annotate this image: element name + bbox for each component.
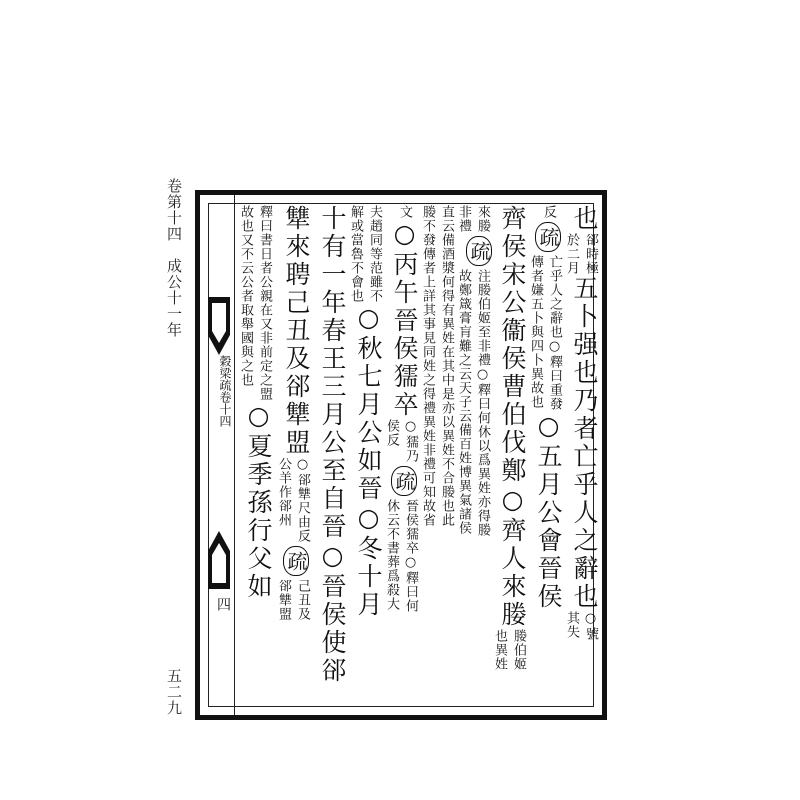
annotation-line: 媵伯姬 (511, 629, 526, 671)
annotation-line: 侯反 (384, 419, 399, 447)
main-text: ○丙午晉侯獳卒 (390, 219, 419, 419)
annotation-line: 反 (541, 205, 556, 219)
main-text: 犨來聘己丑及郤犨盟 (282, 205, 311, 457)
annotation (456, 205, 492, 233)
annotation-line: 文 (397, 205, 412, 219)
annotation-line: 非禮 (456, 205, 471, 233)
banxin (206, 195, 235, 715)
annotation (420, 205, 456, 527)
text-column (420, 205, 456, 705)
shu-marker: 疏 (391, 466, 417, 496)
annotation (384, 499, 420, 613)
text-column (348, 205, 384, 705)
annotation-line: 故鄭箴膏肓難之云天子云備百姓博異氣諸侯 (456, 269, 471, 535)
annotation (564, 233, 600, 275)
banxin-title: 穀梁疏卷十四 (218, 355, 232, 427)
annotation-line: ○號 (583, 611, 598, 641)
page-number: 五二九 (165, 668, 183, 716)
main-text: 齊侯宋公衞侯曹伯伐鄭○齊人來媵 (498, 205, 527, 629)
annotation-line: 也異姓 (492, 629, 507, 671)
fishtail-mark-bottom (206, 531, 232, 589)
annotation-line: 休云不書葬爲殺大 (384, 499, 399, 611)
shu-marker: 疏 (283, 546, 309, 576)
annotation (276, 579, 312, 621)
text-column (456, 205, 492, 705)
annotation-line: 郤犨盟 (276, 579, 291, 621)
annotation (238, 205, 274, 401)
page-frame (195, 190, 607, 720)
annotation-line: 郤時極 (583, 233, 598, 275)
fishtail-mark-top (206, 297, 232, 355)
banxin-number: 四 (215, 597, 231, 611)
text-column (492, 205, 528, 705)
annotation (384, 419, 420, 463)
annotation-line: 故也又不云公者取舉國與之也 (238, 205, 253, 387)
annotation (528, 255, 564, 411)
annotation-line: 解或當魯不會也 (348, 205, 363, 303)
annotation-line: 己丑及 (295, 579, 310, 621)
annotation (348, 205, 384, 303)
annotation-line: ○郤犨尺由反 (295, 457, 310, 543)
text-column (384, 205, 420, 705)
text-column (564, 205, 600, 705)
annotation-line: 公羊作郤州 (276, 457, 291, 527)
annotation-line: 於二月 (564, 233, 579, 275)
annotation-line: 媵不發傳者上詳其事見同姓之得禮異姓非禮可知故省 (420, 205, 435, 527)
annotation-line: 晉侯獳卒○釋曰何 (403, 499, 418, 613)
main-text: 十有一年春王三月公至自晉○晉侯使郤 (318, 205, 347, 685)
main-text: 也 (570, 205, 599, 233)
annotation-line: 釋曰書日者公親在又非前定之盟 (257, 205, 272, 401)
annotation-line: 傳者嫌五卜與四卜異故也 (528, 255, 543, 409)
annotation (492, 629, 528, 671)
shu-marker: 疏 (535, 222, 561, 252)
text-column (312, 205, 348, 705)
main-text: ○夏季孫行父如 (244, 401, 273, 601)
main-text: ○秋七月公如晉○冬十月 (354, 303, 383, 619)
text-column (238, 205, 274, 705)
annotation-line: 直云備酒漿何得有異姓在其中是亦以異姓不合媵也此 (439, 205, 454, 527)
annotation-line: 注媵伯姬至非禮○釋曰何休以爲異姓亦得媵 (475, 269, 490, 537)
annotation-line: ○獳乃 (403, 419, 418, 463)
text-column (276, 205, 312, 705)
shu-marker: 疏 (466, 236, 492, 266)
text-column (528, 205, 564, 705)
annotation-line: 其失 (564, 611, 579, 639)
annotation (276, 457, 312, 543)
margin-juan-label: 卷第十四 成公十一年 (165, 178, 183, 338)
main-text: 五卜强也乃者亡乎人之辭也 (570, 275, 599, 611)
annotation-line: 來媵 (475, 205, 490, 233)
annotation (564, 611, 600, 641)
main-text: ○五月公會晉侯 (534, 411, 563, 611)
annotation (456, 269, 492, 537)
annotation-line: 亡乎人之辭也○釋曰重發 (547, 255, 562, 411)
annotation-line: 夫趙同等范雖不 (367, 205, 382, 303)
